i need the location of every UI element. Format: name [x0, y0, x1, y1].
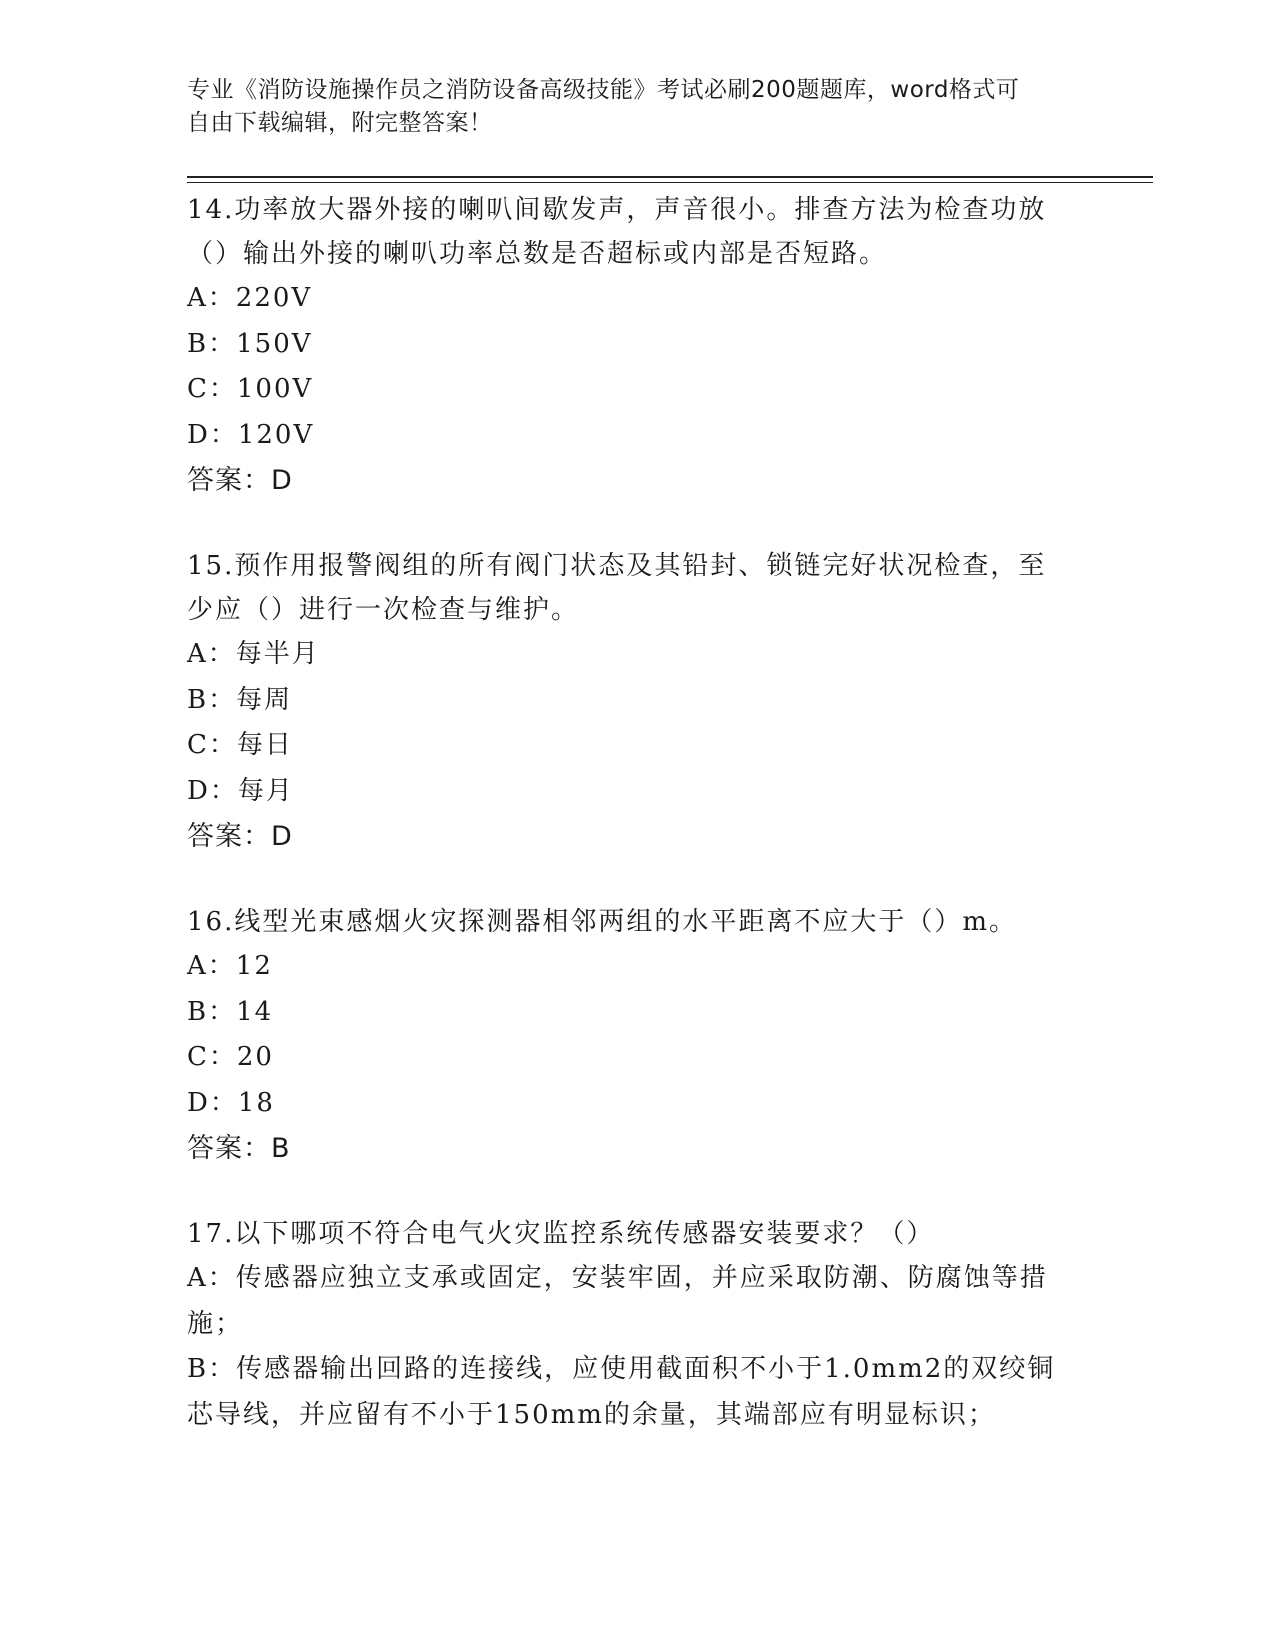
- option-a: A：12: [187, 951, 273, 981]
- option-d: D：120V: [187, 419, 315, 450]
- question-15: [187, 544, 1087, 860]
- question-text-line: （）输出外接的喇叭功率总数是否超标或内部是否短路。: [187, 239, 888, 269]
- question-text-line: 少应（）进行一次检查与维护。: [187, 595, 580, 625]
- answer-label: 答案：D: [187, 465, 293, 496]
- option-a-continued: 施；: [187, 1308, 244, 1339]
- question-text-line: 15.预作用报警阀组的所有阀门状态及其铅封、锁链完好状况检查，至: [187, 551, 1047, 581]
- option-a: A：220V: [187, 283, 313, 313]
- option-b-continued: 芯导线，并应留有不小于150mm的余量，其端部应有明显标识；: [187, 1399, 996, 1430]
- option-d: D：18: [187, 1087, 275, 1118]
- header-line-1: 专业《消防设施操作员之消防设备高级技能》考试必刷200题题库，word格式可: [187, 77, 1020, 103]
- question-list: [187, 188, 1087, 1478]
- question-16: [187, 900, 1087, 1172]
- option-b: B：150V: [187, 328, 313, 359]
- option-b: B：传感器输出回路的连接线，应使用截面积不小于1.0mm2的双绞铜: [187, 1354, 1056, 1384]
- option-d: D：每月: [187, 775, 294, 806]
- header-divider-thin: [187, 182, 1153, 183]
- option-a: A：每半月: [187, 639, 320, 669]
- document-header: [187, 74, 1087, 140]
- header-divider-thick: [187, 176, 1153, 178]
- option-c: C：100V: [187, 374, 314, 404]
- question-text-line: 14.功率放大器外接的喇叭间歇发声，声音很小。排查方法为检查功放: [187, 195, 1047, 225]
- option-c: C：每日: [187, 730, 293, 760]
- question-text-line: 16.线型光束感烟火灾探测器相邻两组的水平距离不应大于（）m。: [187, 907, 1018, 937]
- option-c: C：20: [187, 1042, 274, 1072]
- answer-label: 答案：D: [187, 821, 293, 852]
- answer-label: 答案：B: [187, 1133, 291, 1164]
- option-a: A：传感器应独立支承或固定，安装牢固，并应采取防潮、防腐蚀等措: [187, 1263, 1048, 1293]
- question-text-line: 17.以下哪项不符合电气火灾监控系统传感器安装要求？（）: [187, 1219, 935, 1249]
- header-line-2: 自由下载编辑，附完整答案！: [187, 110, 493, 136]
- option-b: B：14: [187, 996, 274, 1027]
- question-17: [187, 1212, 1087, 1438]
- option-b: B：每周: [187, 684, 293, 715]
- question-14: [187, 188, 1087, 504]
